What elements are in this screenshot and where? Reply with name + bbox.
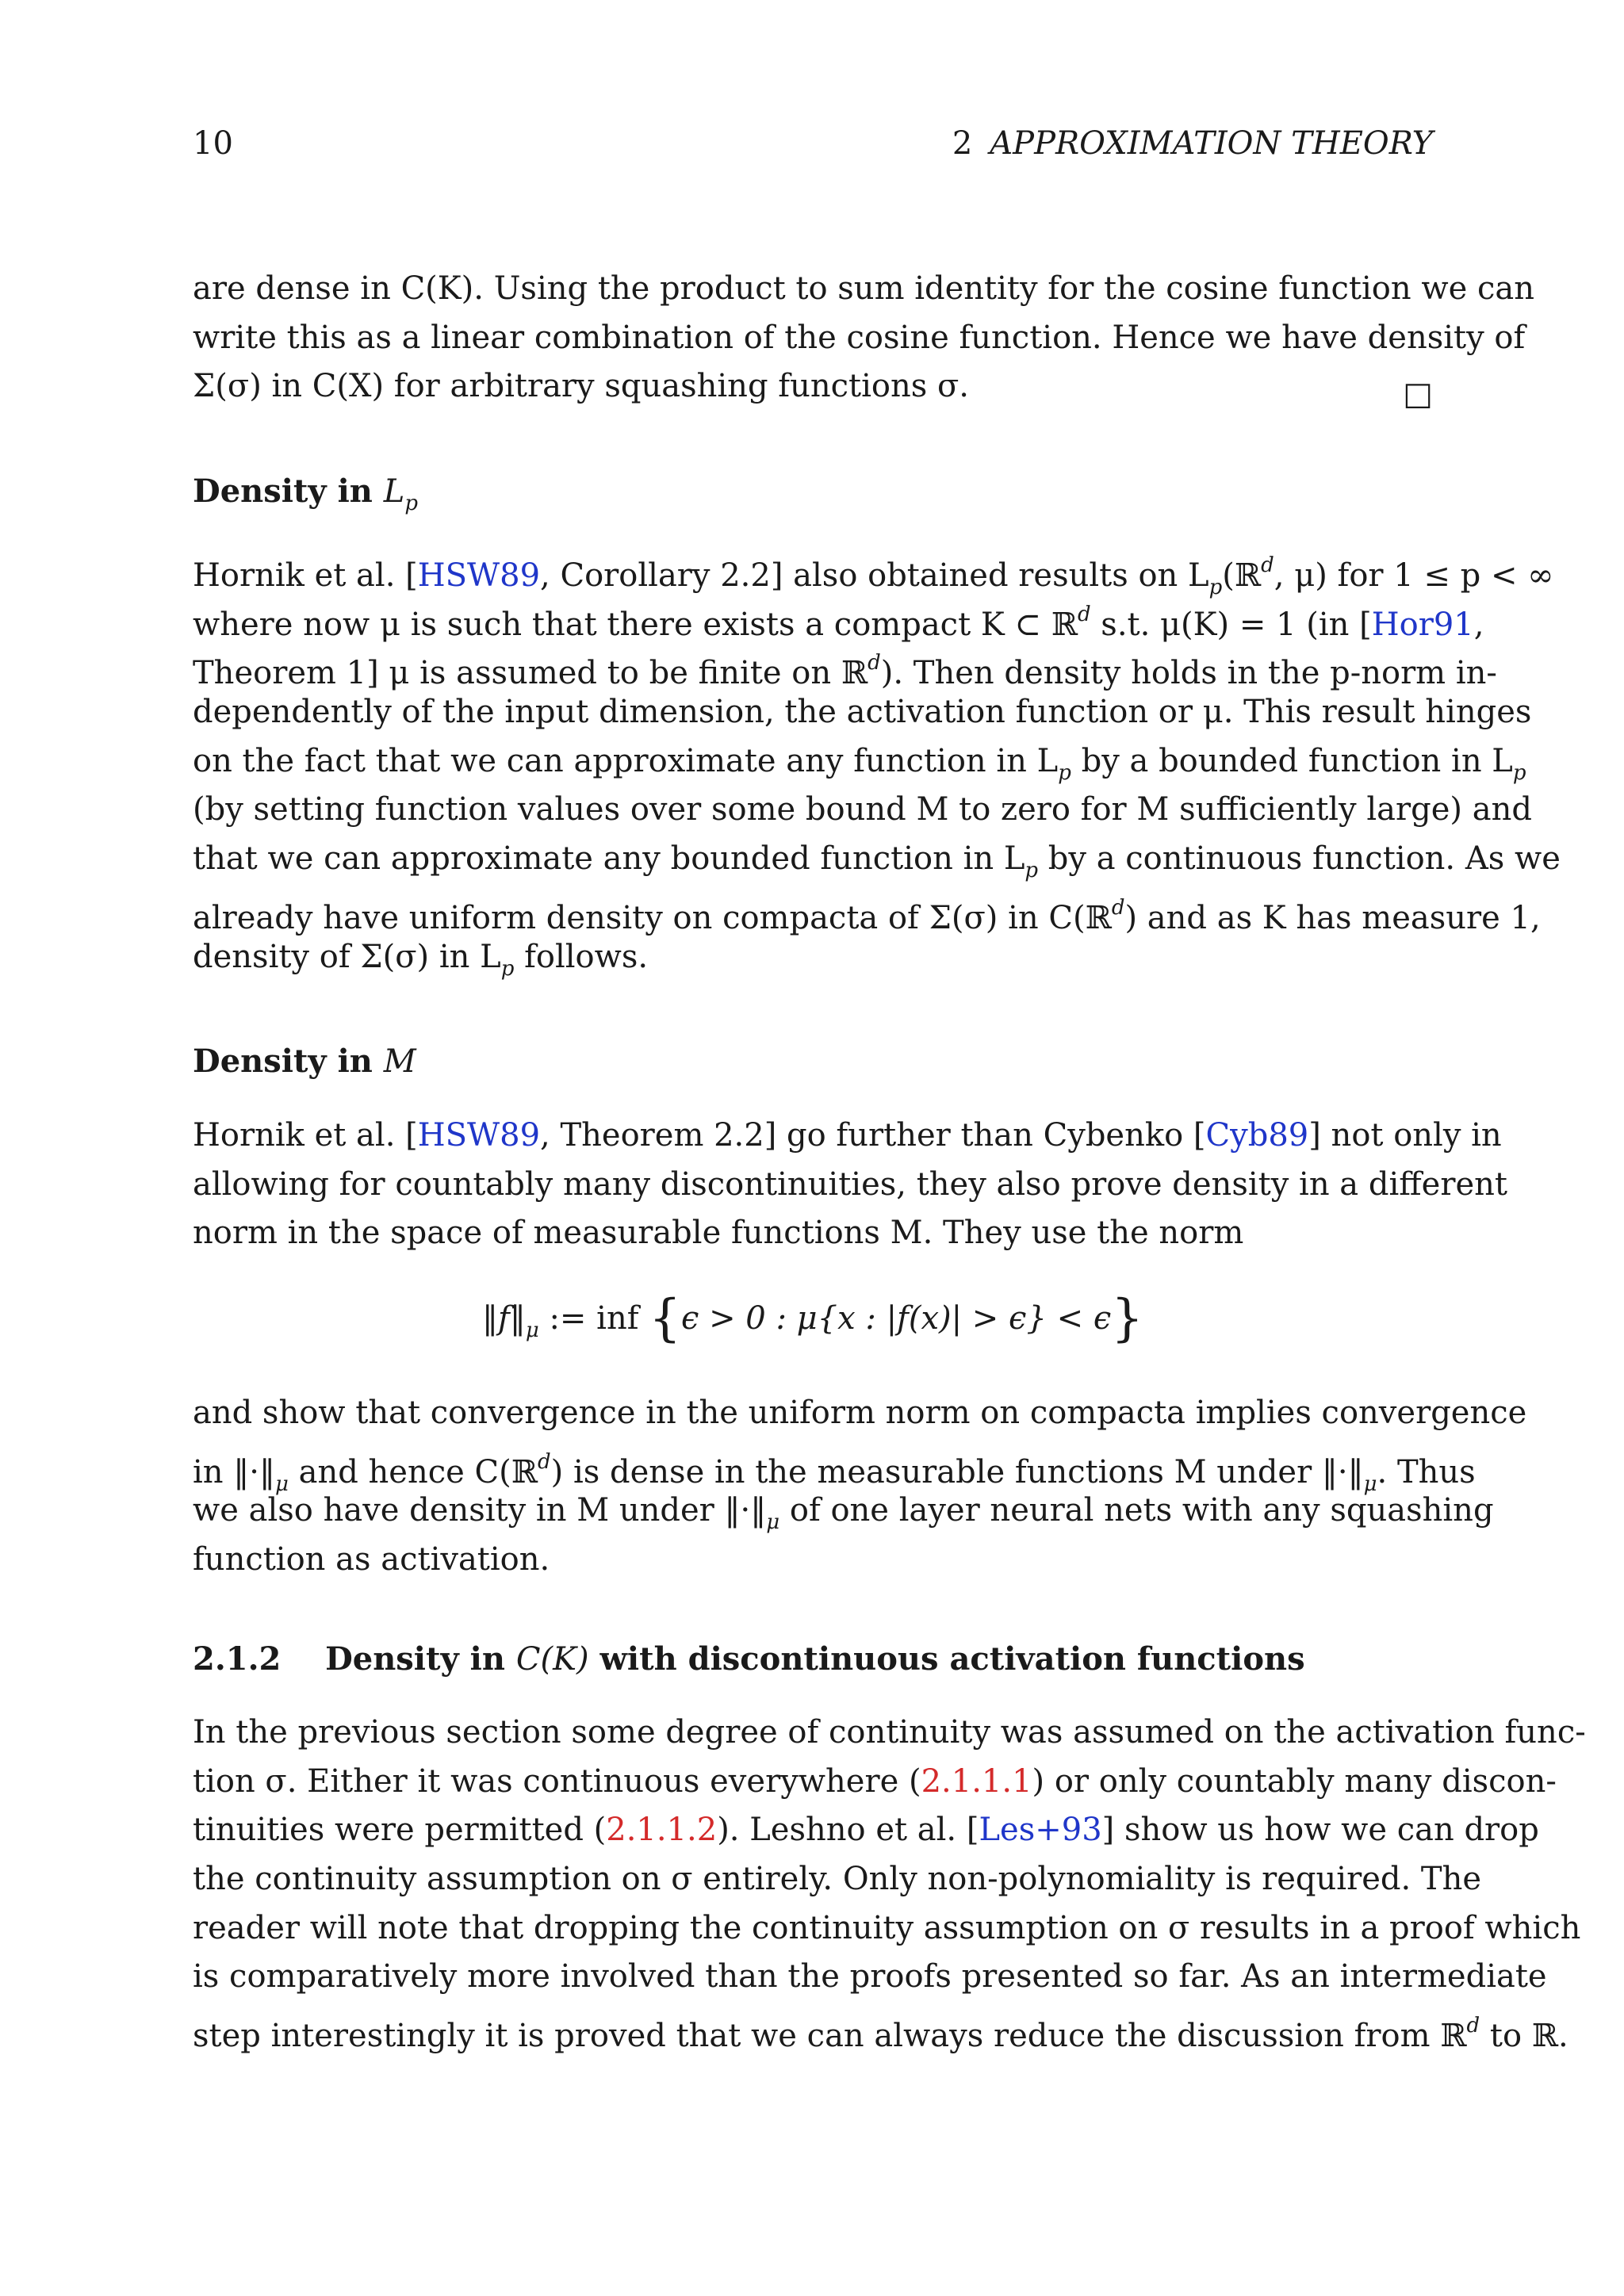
text-line: Theorem 1] μ is assumed to be finite on ℝ$^d$). Then density holds in the p-norm in- [193, 651, 1497, 692]
paragraph-lp [193, 541, 1561, 982]
text-line: step interestingly it is proved that we can always reduce the discussion from ℝ$^d$ to ℝ. [193, 2014, 1568, 2055]
citation-link[interactable]: HSW89 [417, 557, 541, 594]
text-line: and show that convergence in the uniform norm on compacta implies convergence [193, 1395, 1527, 1431]
paragraph-discontinuous [193, 1709, 1586, 2055]
paragraph-continuation [193, 265, 1534, 411]
text-line: we also have density in M under $‖\cdot‖_\mu$ of one layer neural nets with any squashing [193, 1492, 1494, 1535]
brace-open: { [649, 1289, 681, 1348]
text-line: (by setting function values over some bound M to zero for M sufficiently large) and [193, 791, 1532, 828]
text-line: in $‖\cdot‖_\mu$ and hence C(ℝ$^d$) is dense in the measurable functions M under $‖\cdot‖_\mu$. Thus [193, 1449, 1476, 1496]
text-line: norm in the space of measurable functions M. They use the norm [193, 1215, 1244, 1252]
text-line: tinuities were permitted (2.1.1.2). Leshno et al. [Les+93] show us how we can drop [193, 1812, 1539, 1849]
text-line: reader will note that dropping the continuity assumption on σ results in a proof which [193, 1909, 1581, 1946]
text-line: Hornik et al. [HSW89, Theorem 2.2] go further than Cybenko [Cyb89] not only in [193, 1117, 1502, 1154]
text-line: are dense in C(K). Using the product to sum identity for the cosine function we can [193, 270, 1534, 307]
brace-close: } [1111, 1289, 1143, 1348]
text-line: function as activation. [193, 1541, 550, 1578]
text-line: the continuity assumption on σ entirely. Only non-polynomiality is required. The [193, 1861, 1482, 1898]
chapter-title: 2 APPROXIMATION THEORY [952, 125, 1433, 162]
citation-link[interactable]: HSW89 [417, 1117, 541, 1154]
text-line: write this as a linear combination of the cosine function. Hence we have density of [193, 319, 1526, 356]
text-line: allowing for countably many discontinuities, they also prove density in a different [193, 1165, 1507, 1203]
text-line: on the fact that we can approximate any function in $L_p$ by a bounded function in $L_p$ [193, 742, 1526, 785]
text-line: dependently of the input dimension, the activation function or μ. This result hinges [193, 694, 1532, 731]
paragraph-m [193, 1112, 1507, 1258]
text-line: Hornik et al. [HSW89, Corollary 2.2] also obtained results on $L_p(ℝ^d$, μ) for 1 ≤ p < ∞ [193, 553, 1554, 599]
display-equation: $‖f‖_\mu$ := inf {ϵ > 0 : μ{x : |f(x)| > ϵ} < ϵ} [482, 1289, 1143, 1348]
page-number: 10 [193, 125, 233, 162]
text-line: is comparatively more involved than the proofs presented so far. As an intermediate [193, 1958, 1547, 1996]
subsection-heading-2-1-2: 2.1.2 Density in C(K) with discontinuous activation functions [193, 1640, 1305, 1678]
citation-link[interactable]: Cyb89 [1205, 1117, 1309, 1154]
section-heading-density-m: Density in M [193, 1043, 416, 1080]
citation-link[interactable]: Les+93 [979, 1812, 1102, 1849]
text-line: density of Σ(σ) in $L_p$ follows. [193, 938, 649, 981]
cross-reference-link[interactable]: 2.1.1.1 [921, 1762, 1032, 1800]
cross-reference-link[interactable]: 2.1.1.2 [606, 1812, 718, 1849]
text-line: In the previous section some degree of continuity was assumed on the activation func- [193, 1714, 1586, 1751]
text-line: Σ(σ) in C(X) for arbitrary squashing functions σ. [193, 368, 969, 405]
citation-link[interactable]: Hor91 [1371, 606, 1474, 643]
paragraph-convergence [193, 1389, 1527, 1585]
text-line: that we can approximate any bounded function in $L_p$ by a continuous function. As we [193, 840, 1561, 883]
text-line: tion σ. Either it was continuous everywhere (2.1.1.1) or only countably many discon- [193, 1762, 1557, 1800]
running-header [193, 125, 1433, 165]
section-heading-density-lp: Density in $L_p$ [193, 473, 419, 515]
text-line: already have uniform density on compacta of Σ(σ) in C(ℝ$^d$) and as K has measure 1, [193, 895, 1541, 936]
qed-symbol: □ [1403, 376, 1433, 412]
text-line: where now μ is such that there exists a compact K ⊂ ℝ$^d$ s.t. μ(K) = 1 (in [Hor91, [193, 602, 1484, 643]
